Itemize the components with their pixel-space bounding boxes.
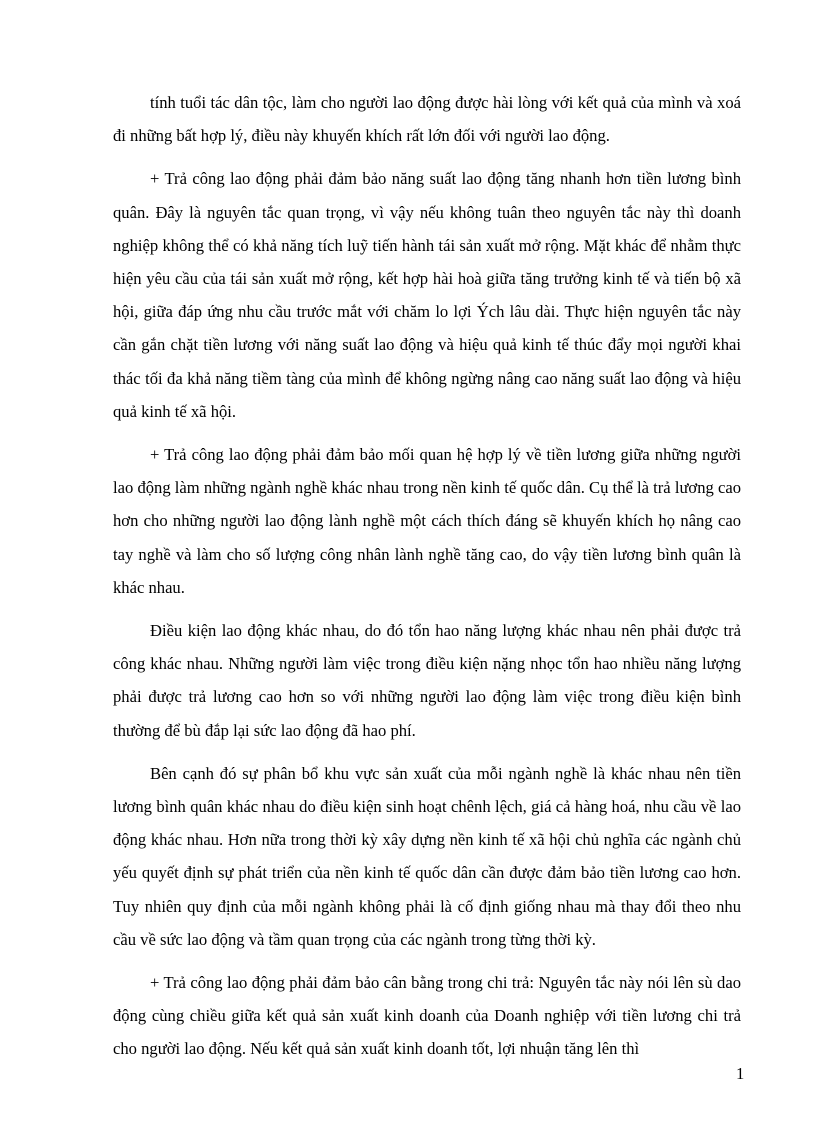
paragraph-productivity-principle: + Trả công lao động phải đảm bảo năng suất lao động tăng nhanh hơn tiền lương bình quân. Đây là nguyên tắc quan trọng, vì vậy nếu không tuân theo nguyên tắc này thì doanh nghiệp không thể có khả năng tích luỹ tiến hành tái sản xuất mở rộng. Mặt khác để nhằm thực hiện yêu cầu của tái sản xuất mở rộng, kết hợp hài hoà giữa tăng trưởng kinh tế và tiến bộ xã hội, giữa đáp ứng nhu cầu trước mắt với chăm lo lợi Ých lâu dài. Thực hiện nguyên tắc này cần gắn chặt tiền lương với năng suất lao động và hiệu quả kinh tế thúc đẩy mọi người khai thác tối đa khả năng tiềm tàng của mình để không ngừng nâng cao năng suất lao động và hiệu quả kinh tế xã hội. bbox=[113, 169, 741, 421]
body-text bbox=[113, 86, 741, 1076]
paragraph-continuation: tính tuổi tác dân tộc, làm cho người lao động được hài lòng với kết quả của mình và xoá đi những bất hợp lý, điều này khuyến khích rất lớn đối với người lao động. bbox=[113, 93, 741, 146]
paragraph-payment-balance-principle: + Trả công lao động phải đảm bảo cân bằng trong chi trả: Nguyên tắc này nói lên sù dao động cùng chiều giữa kết quả sản xuất kinh doanh của Doanh nghiệp với tiền lương chi trả cho người lao động. Nếu kết quả sản xuất kinh doanh tốt, lợi nhuận tăng lên thì bbox=[113, 973, 741, 1059]
paragraph-regional-distribution: Bên cạnh đó sự phân bổ khu vực sản xuất của mỗi ngành nghề là khác nhau nên tiền lương bình quân khác nhau do điều kiện sinh hoạt chênh lệch, giá cả hàng hoá, nhu cầu về lao động khác nhau. Hơn nữa trong thời kỳ xây dựng nền kinh tế xã hội chủ nghĩa các ngành chủ yếu quyết định sự phát triển của nền kinh tế quốc dân cần được đảm bảo tiền lương cao hơn. Tuy nhiên quy định của mỗi ngành không phải là cố định giống nhau mà thay đổi theo nhu cầu về sức lao động và tầm quan trọng của các ngành trong từng thời kỳ. bbox=[113, 763, 741, 949]
page-number: 1 bbox=[736, 1064, 745, 1083]
paragraph-working-conditions: Điều kiện lao động khác nhau, do đó tổn hao năng lượng khác nhau nên phải được trả công khác nhau. Những người làm việc trong điều kiện nặng nhọc tổn hao nhiều năng lượng phải được trả lương cao hơn so với những người lao động làm việc trong điều kiện bình thường để bù đắp lại sức lao động đã hao phí. bbox=[113, 621, 741, 740]
paragraph-wage-relation-principle: + Trả công lao động phải đảm bảo mối quan hệ hợp lý về tiền lương giữa những người lao động làm những ngành nghề khác nhau trong nền kinh tế quốc dân. Cụ thể là trả lương cao hơn cho những người lao động lành nghề một cách thích đáng sẽ khuyến khích họ nâng cao tay nghề và làm cho số lượng công nhân lành nghề tăng cao, do vậy tiền lương bình quân là khác nhau. bbox=[113, 445, 741, 597]
